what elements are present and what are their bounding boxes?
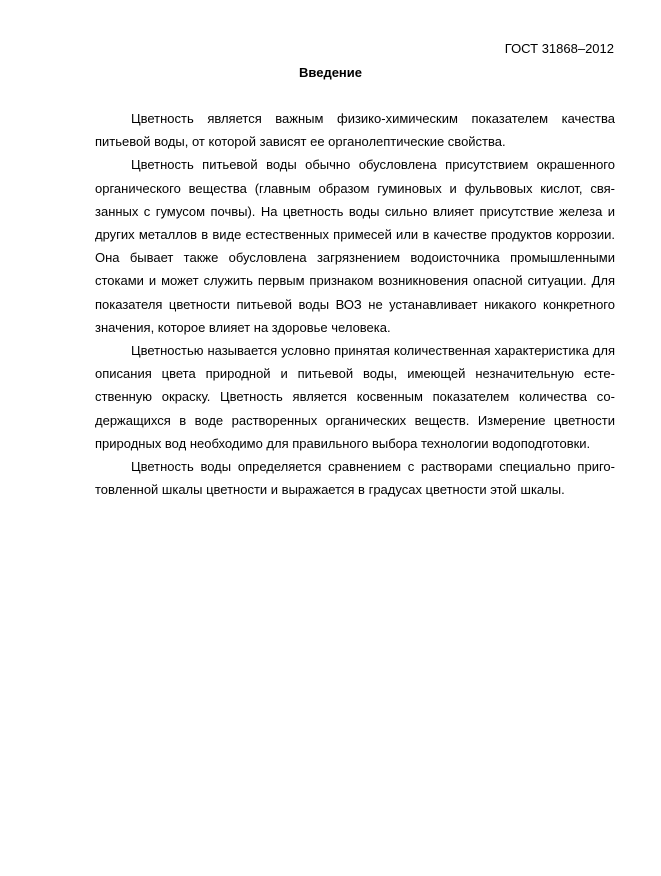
paragraph-1: Цветность является важным физико-химическим показателем качества питьевой воды, от которой зависят ее органолептические свойства.: [95, 111, 615, 150]
section-title: Введение: [299, 65, 362, 80]
document-body: [95, 107, 615, 501]
paragraph-4: Цветность воды определяется сравнением с растворами специально приготовленной шкалы цветности и выражается в градусах цветности этой шкалы.: [95, 459, 615, 498]
paragraph-3: Цветностью называется условно принятая количественная характеристика для описания цвета природной и питьевой воды, имеющей незначительную естественную окраску. Цветность является косвенным показателем количества содержащихся в воде растворенных органических веществ. Измерение цветности природных вод необходимо для правильного выбора технологии водоподготовки.: [95, 343, 615, 451]
document-code: ГОСТ 31868–2012: [504, 41, 614, 56]
paragraph-2: Цветность питьевой воды обычно обусловлена присутствием окрашенного органического вещества (главным образом гуминовых и фульвовых кислот, связанных с гумусом почвы). На цветность воды сильно влияет присутствие железа и других металлов в виде естественных примесей или в качестве продуктов коррозии. Она бывает также обусловлена загрязнением водоисточника промышленными стоками и может служить первым признаком возникновения опасной ситуации. Для показателя цветности питьевой воды ВОЗ не устанавливает никакого конкретного значения, которое влияет на здоровье человека.: [95, 157, 615, 335]
